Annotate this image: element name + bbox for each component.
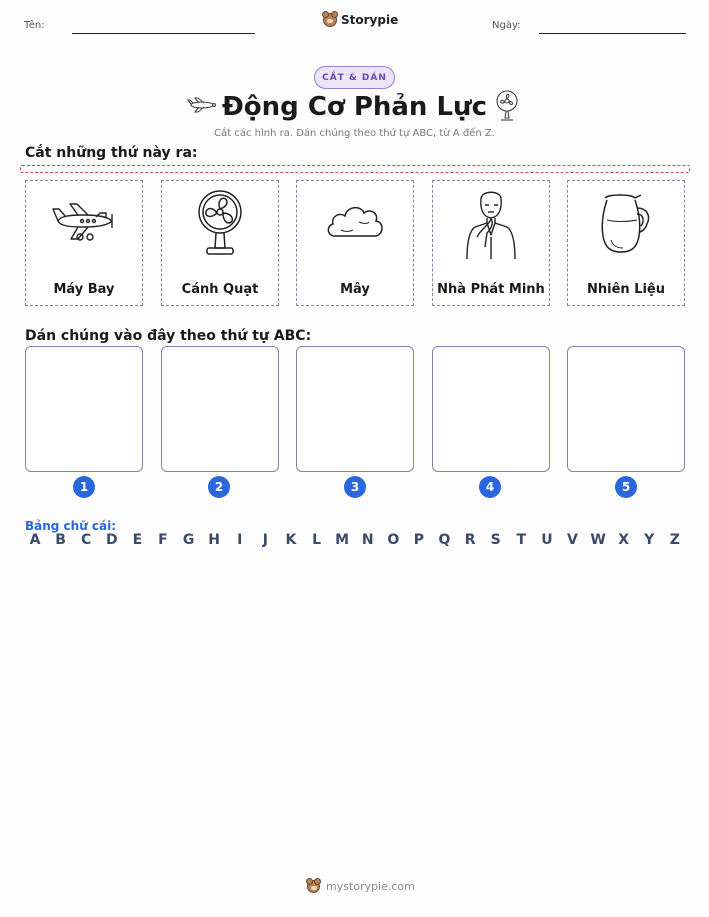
instructions: Cắt các hình ra. Dán chúng theo thứ tự ABC, từ A đến Z.	[214, 128, 495, 139]
alphabet-letter: R	[464, 532, 476, 548]
card-label: Máy Bay	[53, 282, 115, 297]
alphabet-letter: M	[335, 532, 350, 548]
alphabet-letter: K	[285, 532, 297, 548]
slot-number-4: 4	[479, 476, 501, 498]
cut-card-4[interactable]	[432, 180, 550, 306]
pitcher-icon	[597, 190, 655, 256]
alphabet-letter: J	[262, 532, 268, 548]
cut-card-3[interactable]	[296, 180, 414, 306]
slot-number-5: 5	[615, 476, 637, 498]
date-field[interactable]	[539, 33, 686, 34]
bear-logo-icon	[323, 13, 337, 27]
alphabet-letter: U	[541, 532, 553, 548]
paste-heading: Dán chúng vào đây theo thứ tự ABC:	[25, 328, 312, 344]
brand-name: Storypie	[341, 13, 399, 27]
page-title: Động Cơ Phản Lực	[222, 92, 487, 122]
card-label: Cánh Quạt	[181, 282, 259, 297]
date-label: Ngày:	[492, 20, 521, 31]
alphabet-letter: Y	[644, 532, 655, 548]
cut-line	[20, 165, 690, 173]
footer	[307, 880, 415, 893]
alphabet-row	[25, 532, 685, 548]
alphabet-title: Bảng chữ cái:	[25, 519, 117, 533]
paste-slot-2[interactable]	[161, 346, 279, 472]
card-label: Nhà Phát Minh	[437, 282, 545, 297]
airplane-title-icon	[186, 96, 218, 114]
paste-slot-5[interactable]	[567, 346, 685, 472]
card-label: Mây	[340, 282, 370, 297]
activity-badge: CẮT & DÁN	[314, 66, 395, 89]
alphabet-letter: Q	[438, 532, 451, 548]
alphabet-letter: C	[81, 532, 92, 548]
cut-heading: Cắt những thứ này ra:	[25, 145, 198, 161]
alphabet-letter: L	[312, 532, 321, 548]
card-label: Nhiên Liệu	[587, 282, 665, 297]
alphabet-letter: H	[208, 532, 221, 548]
name-field[interactable]	[72, 33, 255, 34]
cloud-icon	[323, 200, 387, 246]
alphabet-letter: O	[387, 532, 400, 548]
footer-url[interactable]: mystorypie.com	[326, 880, 415, 893]
paste-slot-1[interactable]	[25, 346, 143, 472]
name-label: Tên:	[24, 20, 45, 31]
alphabet-letter: S	[490, 532, 501, 548]
alphabet-letter: W	[590, 532, 606, 548]
alphabet-letter: Z	[669, 532, 680, 548]
slot-number-3: 3	[344, 476, 366, 498]
alphabet-letter: E	[132, 532, 143, 548]
alphabet-letter: N	[361, 532, 374, 548]
fan-title-icon	[494, 90, 520, 122]
cut-card-5[interactable]	[567, 180, 685, 306]
alphabet-letter: F	[158, 532, 168, 548]
fan-icon	[195, 188, 245, 258]
paste-slot-3[interactable]	[296, 346, 414, 472]
alphabet-letter: V	[567, 532, 578, 548]
paste-slot-4[interactable]	[432, 346, 550, 472]
alphabet-letter: D	[105, 532, 118, 548]
alphabet-letter: B	[55, 532, 66, 548]
alphabet-letter: P	[413, 532, 425, 548]
alphabet-letter: T	[516, 532, 527, 548]
cut-card-2[interactable]	[161, 180, 279, 306]
alphabet-letter: I	[237, 532, 243, 548]
alphabet-letter: A	[29, 532, 41, 548]
slot-number-2: 2	[208, 476, 230, 498]
bear-logo-icon	[307, 880, 320, 893]
cut-card-1[interactable]	[25, 180, 143, 306]
alphabet-letter: G	[182, 532, 195, 548]
brand-logo	[323, 13, 398, 27]
slot-number-1: 1	[73, 476, 95, 498]
airplane-icon	[50, 201, 118, 245]
alphabet-letter: X	[618, 532, 630, 548]
inventor-icon	[461, 187, 521, 259]
